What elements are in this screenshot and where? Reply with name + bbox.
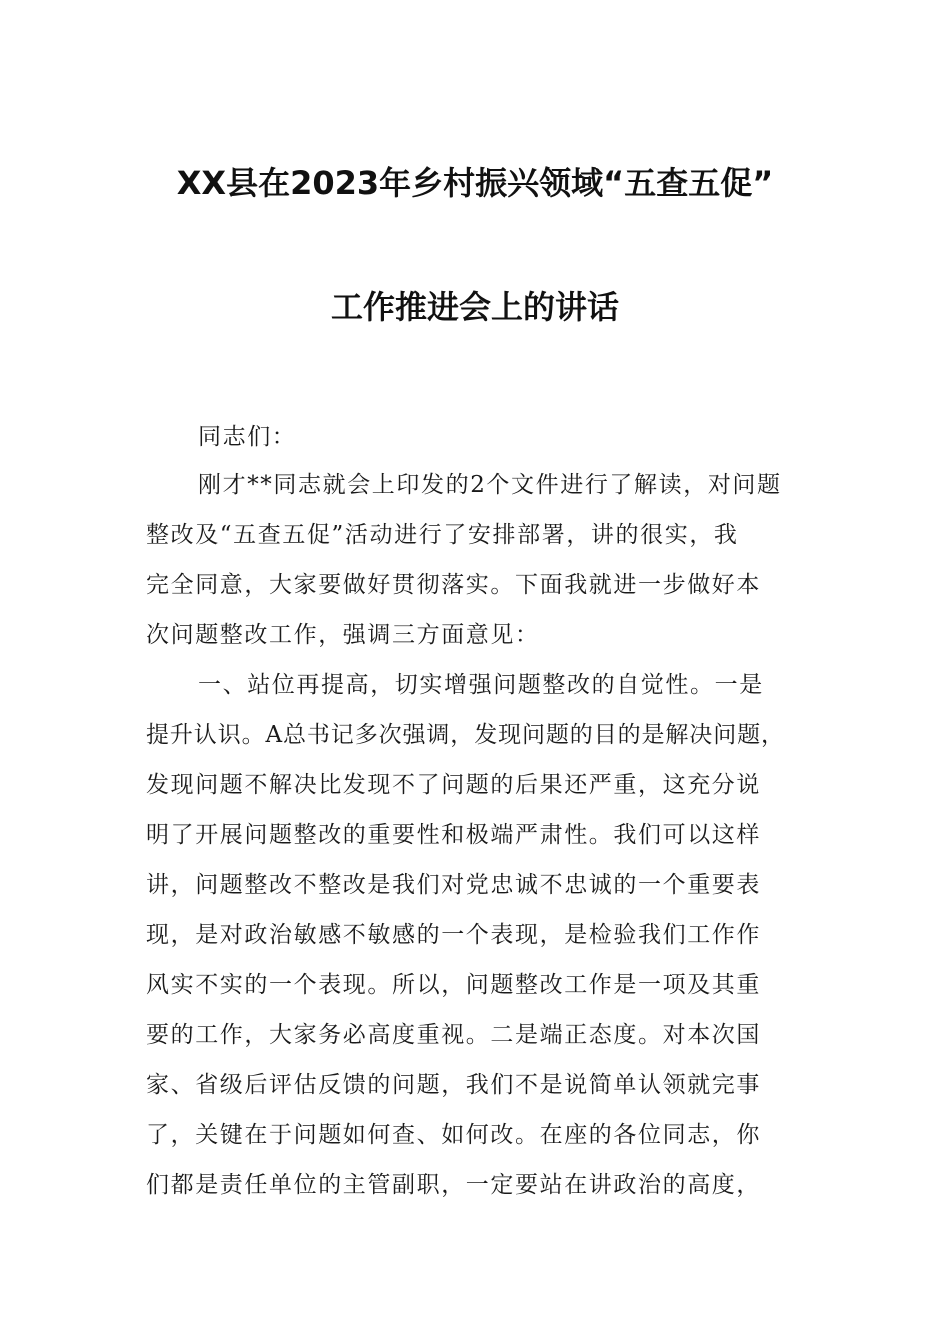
body-line: 次问题整改工作，强调三方面意见：	[146, 622, 540, 648]
body-line: 讲，问题整改不整改是我们对党忠诚不忠诚的一个重要表	[146, 872, 761, 898]
document-title-line-2: 工作推进会上的讲话	[330, 288, 619, 326]
body-line: 整改及“五查五促”活动进行了安排部署，讲的很实，我	[146, 522, 739, 548]
body-line: 家、省级后评估反馈的问题，我们不是说简单认领就完事	[146, 1072, 761, 1098]
body-line: 了，关键在于问题如何查、如何改。在座的各位同志，你	[146, 1122, 761, 1148]
body-line: 提升认识。A总书记多次强调，发现问题的目的是解决问题，	[146, 722, 785, 748]
body-line: 刚才**同志就会上印发的2个文件进行了解读，对问题	[198, 472, 782, 498]
body-line: 明了开展问题整改的重要性和极端严肃性。我们可以这样	[146, 822, 761, 848]
body-line: 发现问题不解决比发现不了问题的后果还严重，这充分说	[146, 772, 761, 798]
salutation: 同志们：	[198, 424, 297, 450]
body-line: 完全同意，大家要做好贯彻落实。下面我就进一步做好本	[146, 572, 761, 598]
body-line: 风实不实的一个表现。所以，问题整改工作是一项及其重	[146, 972, 761, 998]
body-line: 们都是责任单位的主管副职，一定要站在讲政治的高度，	[146, 1172, 761, 1198]
body-line: 一、站位再提高，切实增强问题整改的自觉性。一是	[198, 672, 764, 698]
body-line: 现，是对政治敏感不敏感的一个表现，是检验我们工作作	[146, 922, 761, 948]
body-line: 要的工作，大家务必高度重视。二是端正态度。对本次国	[146, 1022, 761, 1048]
document-title-line-1: XX县在2023年乡村振兴领域“五查五促”	[176, 164, 774, 202]
